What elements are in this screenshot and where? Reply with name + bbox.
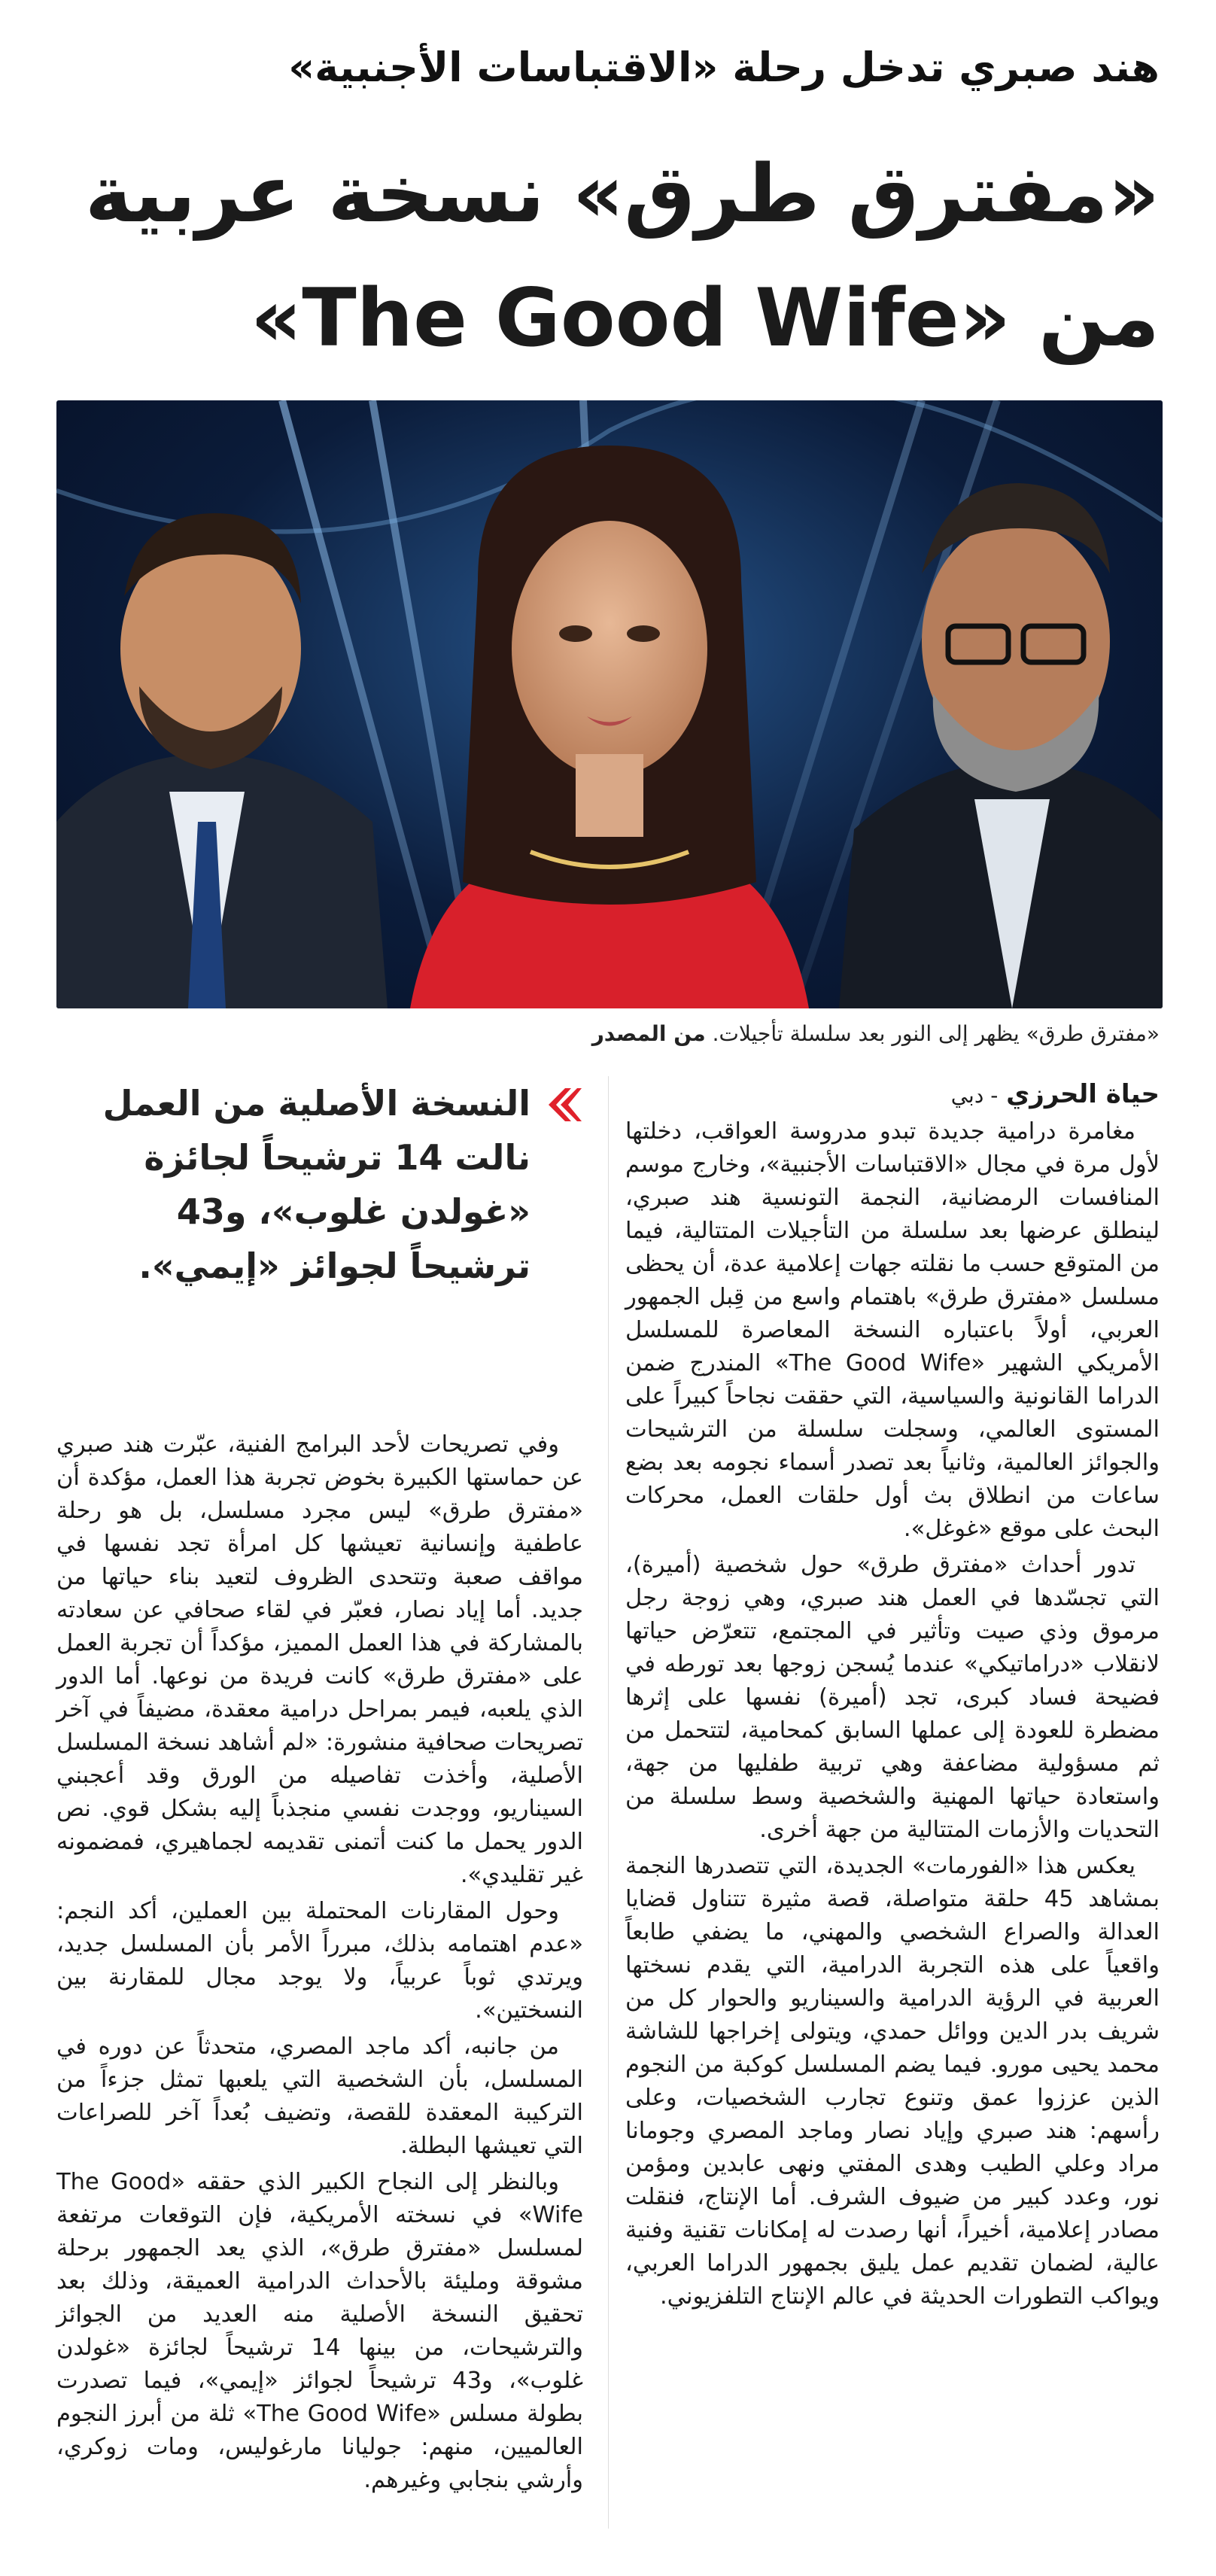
- column-divider: [608, 1076, 609, 2529]
- body-paragraph: وبالنظر إلى النجاح الكبير الذي حققه «The Good Wife» في نسخته الأمريكية، فإن التوقعات مرتفعة لمسلسل «مفترق طرق»، الذي يعد الجمهور برحلة مشوقة ومليئة بالأحداث الدرامية العميقة، وذلك بعد تحقيق النسخة الأصلية منه العديد من الجوائز والترشيحات، من بينها 14 ترشيحاً لجائزة «غولدن غلوب»، و43 ترشيحاً لجوائز «إيمي»، فيما تصدرت بطولة مسلس «The Good Wife» ثلة من أبرز النجوم العالميين، منهم: جوليانا مارغوليس، ومات زوكري، وأرشي بنجابي وغيرهم.: [56, 2169, 583, 2493]
- photo-caption: [53, 1017, 1160, 1051]
- caption-source: من المصدر: [591, 1021, 706, 1046]
- byline-city: - دبي: [950, 1083, 999, 1108]
- byline: [625, 1076, 1160, 1114]
- headline-line-1: «مفترق طرق» نسخة عربية: [84, 148, 1160, 240]
- body-paragraph: تدور أحداث «مفترق طرق» حول شخصية (أميرة)، التي تجسّدها في العمل هند صبري، وهي زوجة رجل مرموق وذي صيت وتأثير في المجتمع، تتعرّض حياتها لانقلاب «دراماتيكي» عندما يُسجن زوجها بعد تورطه في فضيحة فساد كبرى، تجد (أميرة) نفسها على إثرها مضطرة للعودة إلى عملها السابق كمحامية، لتتحمل من ثم مسؤولية مضاعفة وهي تربية طفليها من جهة، واستعادة حياتها المهنية والشخصية وسط سلسلة من التحديات والأزمات المتتالية من جهة أخرى.: [625, 1552, 1160, 1843]
- headline-line-2: من «The Good Wife»: [250, 272, 1160, 364]
- pull-quote-text: النسخة الأصلية من العمل نالت 14 ترشيحاً لجائزة «غولدن غلوب»، و43 ترشيحاً لجوائز «إيمي».: [102, 1083, 530, 1286]
- article-headline: [53, 132, 1160, 380]
- article-column-right: [625, 1076, 1160, 2316]
- body-paragraph: وفي تصريحات لأحد البرامج الفنية، عبّرت هند صبري عن حماستها الكبيرة بخوض تجربة هذا العمل، مؤكدة أن «مفترق طرق» ليس مجرد مسلسل، بل هو رحلة عاطفية وإنسانية تعيشها كل امرأة تجد نفسها في مواقف صعبة وتتحدى الظروف لتعيد بناء حياتها من جديد. أما إياد نصار، فعبّر في لقاء صحافي عن سعادته بالمشاركة في هذا العمل المميز، مؤكداً أن تجربة العمل على «مفترق طرق» كانت فريدة من نوعها. أما الدور الذي يلعبه، فيمر بمراحل درامية معقدة، مضيفاً في آخر تصريحات صحافية منشورة: «لم أشاهد نسخة المسلسل الأصلية، وأخذت تفاصيله من الورق وقد أعجبني السيناريو، ووجدت نفسي منجذباً إليه بشكل قوي. نص الدور يحمل ما كنت أتمنى تقديمه لجماهيري، فمضمونه غير تقليدي».: [56, 1431, 583, 1888]
- article-kicker: هند صبري تدخل رحلة «الاقتباسات الأجنبية»: [288, 44, 1160, 91]
- body-paragraph: مغامرة درامية جديدة تبدو مدروسة العواقب، دخلتها لأول مرة في مجال «الاقتباسات الأجنبية»، وخارج موسم المنافسات الرمضانية، النجمة التونسية هند صبري، لينطلق عرضها بعد سلسلة من التأجيلات المتتالية، فيما من المتوقع حسب ما نقلته جهات إعلامية عدة، أن يحظى مسلسل «مفترق طرق» باهتمام واسع من قِبل الجمهور العربي، أولاً باعتباره النسخة المعاصرة للمسلسل الأمريكي الشهير «The Good Wife» المندرج ضمن الدراما القانونية والسياسية، التي حققت نجاحاً كبيراً على المستوى العالمي، وسجلت سلسلة من الترشيحات والجوائز العالمية، وثانياً بعد تصدر أسماء نجومه بعد بضع ساعات من انطلاق بث أول حلقات العمل، محركات البحث على موقع «غوغل».: [625, 1118, 1160, 1542]
- caption-text: «مفترق طرق» يظهر إلى النور بعد سلسلة تأجيلات.: [712, 1021, 1160, 1046]
- body-paragraph: وحول المقارنات المحتملة بين العملين، أكد النجم: «عدم اهتمامه بذلك، مبرراً الأمر بأن المسلسل جديد، ويرتدي ثوباً عربياً، ولا يوجد مجال للمقارنة بين النسختين».: [56, 1898, 583, 2024]
- article-column-left: [56, 1076, 583, 2500]
- body-paragraph: يعكس هذا «الفورمات» الجديدة، التي تتصدرها النجمة بمشاهد 45 حلقة متواصلة، قصة مثيرة تتناول قضايا العدالة والصراع الشخصي والمهني، ما يضفي طابعاً واقعياً على هذه التجربة الدرامية، التي يقدم نسختها العربية في الرؤية الدرامية والسيناريو والحوار كل من شريف بدر الدين ووائل حمدي، ويتولى إخراجها للشاشة محمد يحيى مورو. فيما يضم المسلسل كوكبة من النجوم الذين عززوا عمق وتنوع تجارب الشخصيات، وعلى رأسهم: هند صبري وإياد نصار وماجد المصري وجومانا مراد وعلي الطيب وهدى المفتي ونهى عابدين ومؤمن نور، وعدد كبير من ضيوف الشرف. أما الإنتاج، فنقلت مصادر إعلامية، أخيراً، أنها رصدت له إمكانات تقنية وفنية عالية، لضمان تقديم عمل يليق بجمهور الدراما العربي، ويواكب التطورات الحديثة في عالم الإنتاج التلفزيوني.: [625, 1853, 1160, 2310]
- cast-photo-illustration: [56, 400, 1163, 1008]
- byline-name: حياة الحرزي: [1006, 1079, 1160, 1109]
- pull-quote: [64, 1076, 583, 1293]
- quote-chevron-icon: [544, 1085, 583, 1124]
- body-paragraph: من جانبه، أكد ماجد المصري، متحدثاً عن دوره في المسلسل، بأن الشخصية التي يلعبها تمثل جزءاً من التركيبة المعقدة للقصة، وتضيف بُعداً آخر للصراعات التي تعيشها البطلة.: [56, 2033, 583, 2159]
- cast-photo: [56, 400, 1163, 1008]
